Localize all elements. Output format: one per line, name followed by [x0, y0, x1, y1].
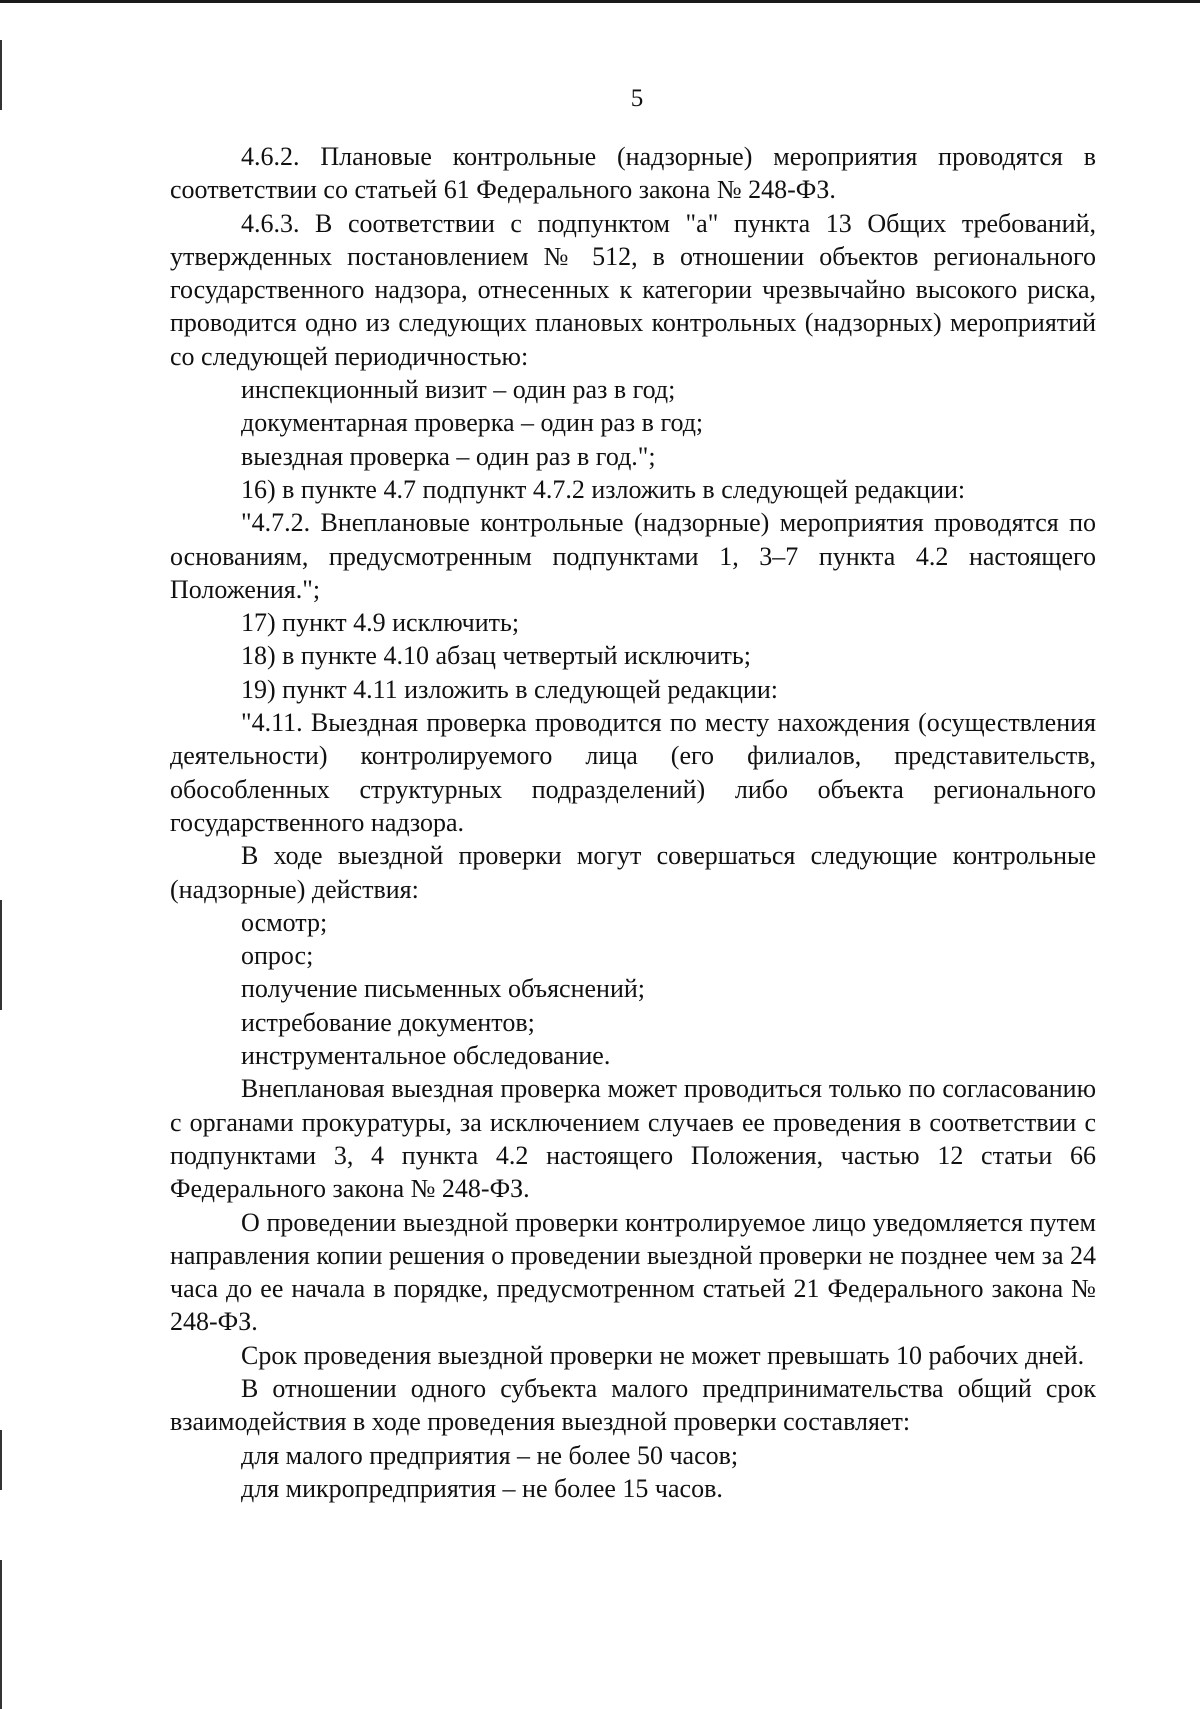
list-item: получение письменных объяснений; — [241, 974, 645, 1004]
list-item: 16) в пункте 4.7 подпункт 4.7.2 изложить в следующей редакции: — [241, 474, 966, 504]
list-item: инструментальное обследование. — [241, 1041, 611, 1071]
document-body — [170, 140, 1096, 1505]
paragraph: Срок проведения выездной проверки не может превышать 10 рабочих дней. — [241, 1340, 1085, 1370]
scan-left-edge-mark — [0, 900, 2, 1010]
list-item: выездная проверка – один раз в год."; — [241, 441, 656, 471]
list-item: истребование документов; — [241, 1007, 535, 1037]
paragraph: "4.7.2. Внеплановые контрольные (надзорные) мероприятия проводятся по основаниям, предусмотренным подпунктами 1, 3–7 пункта 4.2 настоящего Положения."; — [170, 508, 1096, 604]
list-item: осмотр; — [241, 907, 328, 937]
list-item: для микропредприятия – не более 15 часов. — [241, 1473, 723, 1503]
list-item: 18) в пункте 4.10 абзац четвертый исключить; — [241, 641, 751, 671]
list-item: инспекционный визит – один раз в год; — [241, 375, 676, 405]
paragraph: В отношении одного субъекта малого предпринимательства общий срок взаимодействия в ходе проведения выездной проверки составляет: — [170, 1373, 1096, 1437]
paragraph: Внеплановая выездная проверка может проводиться только по согласованию с органами прокуратуры, за исключением случаев ее проведения в соответствии с подпунктами 3, 4 пункта 4.2 настоящего Положения, частью 12 статьи 66 Федерального закона № 248-ФЗ. — [170, 1074, 1096, 1204]
scan-left-edge-mark — [0, 1430, 2, 1490]
paragraph: О проведении выездной проверки контролируемое лицо уведомляется путем направления копии решения о проведении выездной проверки не позднее чем за 24 часа до ее начала в порядке, предусмотренном статьей 21 Федерального закона № 248-ФЗ. — [170, 1207, 1096, 1337]
list-item: документарная проверка – один раз в год; — [241, 408, 704, 438]
paragraph: "4.11. Выездная проверка проводится по месту нахождения (осуществления деятельности) контролируемого лица (его филиалов, представительств, обособленных структурных подразделений) либо объекта регионального государственного надзора. — [170, 708, 1096, 837]
page-number: 5 — [630, 85, 644, 112]
list-item: для малого предприятия – не более 50 часов; — [241, 1440, 739, 1470]
scan-top-edge — [0, 0, 1200, 3]
paragraph: В ходе выездной проверки могут совершаться следующие контрольные (надзорные) действия: — [170, 841, 1096, 904]
list-item: опрос; — [241, 941, 314, 971]
paragraph: 4.6.2. Плановые контрольные (надзорные) мероприятия проводятся в соответствии со статьей 61 Федерального закона № 248-ФЗ. — [170, 142, 1096, 205]
scan-left-edge-mark — [0, 1560, 2, 1709]
list-item: 17) пункт 4.9 исключить; — [241, 608, 520, 638]
list-item: 19) пункт 4.11 изложить в следующей редакции: — [241, 674, 778, 704]
paragraph: 4.6.3. В соответствии с подпунктом "а" пункта 13 Общих требований, утвержденных постановлением № 512, в отношении объектов регионального государственного надзора, отнесенных к категории чрезвычайно высокого риска, проводится одно из следующих плановых контрольных (надзорных) мероприятий со следующей периодичностью: — [170, 208, 1096, 371]
